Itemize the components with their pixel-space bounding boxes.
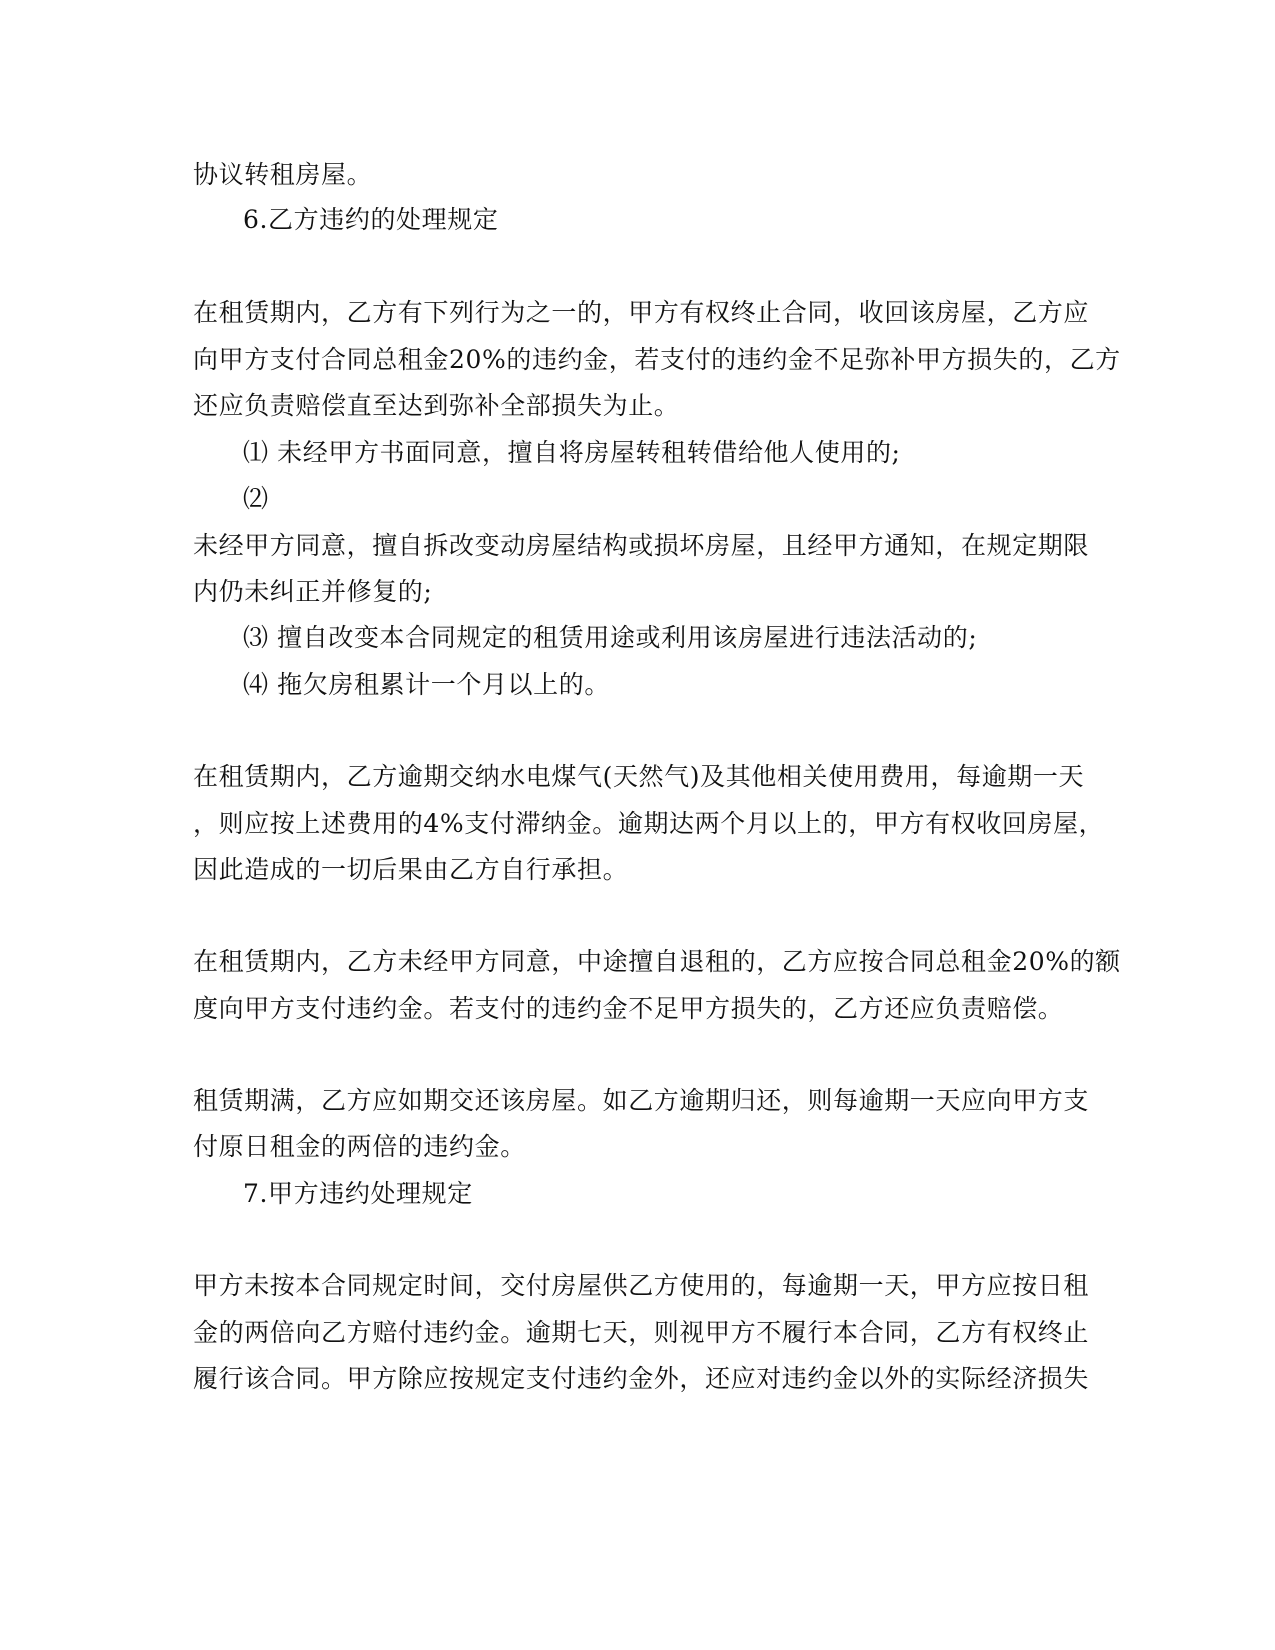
text-line: ，则应按上述费用的4%支付滞纳金。逾期达两个月以上的，甲方有权收回房屋， [193, 809, 1105, 838]
list-item: ⑵ [243, 484, 269, 513]
list-item: ⑷ 拖欠房租累计一个月以上的。 [243, 670, 610, 699]
text-line: 未经甲方同意，擅自拆改变动房屋结构或损坏房屋，且经甲方通知，在规定期限 [193, 531, 1090, 560]
text-line: 在租赁期内，乙方有下列行为之一的，甲方有权终止合同，收回该房屋，乙方应 [193, 298, 1090, 327]
section-heading: 7.甲方违约处理规定 [243, 1179, 473, 1208]
text-line: 还应负责赔偿直至达到弥补全部损失为止。 [193, 391, 680, 420]
text-line: 度向甲方支付违约金。若支付的违约金不足甲方损失的，乙方还应负责赔偿。 [193, 994, 1064, 1023]
text-line: 付原日租金的两倍的违约金。 [193, 1132, 526, 1161]
text-line: 在租赁期内，乙方逾期交纳水电煤气(天然气)及其他相关使用费用，每逾期一天 [193, 762, 1085, 791]
text-line: 内仍未纠正并修复的; [193, 577, 433, 606]
text-line: 在租赁期内，乙方未经甲方同意，中途擅自退租的，乙方应按合同总租金20%的额 [193, 947, 1121, 976]
text-line: 租赁期满，乙方应如期交还该房屋。如乙方逾期归还，则每逾期一天应向甲方支 [193, 1086, 1090, 1115]
section-heading: 6.乙方违约的处理规定 [243, 205, 499, 234]
text-line: 因此造成的一切后果由乙方自行承担。 [193, 855, 629, 884]
text-line: 甲方未按本合同规定时间，交付房屋供乙方使用的，每逾期一天，甲方应按日租 [193, 1271, 1090, 1300]
text-line: 金的两倍向乙方赔付违约金。逾期七天，则视甲方不履行本合同，乙方有权终止 [193, 1318, 1090, 1347]
text-line: 履行该合同。甲方除应按规定支付违约金外，还应对违约金以外的实际经济损失 [193, 1364, 1090, 1393]
text-line: 协议转租房屋。 [193, 160, 373, 189]
text-line: 向甲方支付合同总租金20%的违约金，若支付的违约金不足弥补甲方损失的，乙方 [193, 345, 1121, 374]
list-item: ⑶ 擅自改变本合同规定的租赁用途或利用该房屋进行违法活动的; [243, 623, 978, 652]
list-item: ⑴ 未经甲方书面同意，擅自将房屋转租转借给他人使用的; [243, 438, 901, 467]
